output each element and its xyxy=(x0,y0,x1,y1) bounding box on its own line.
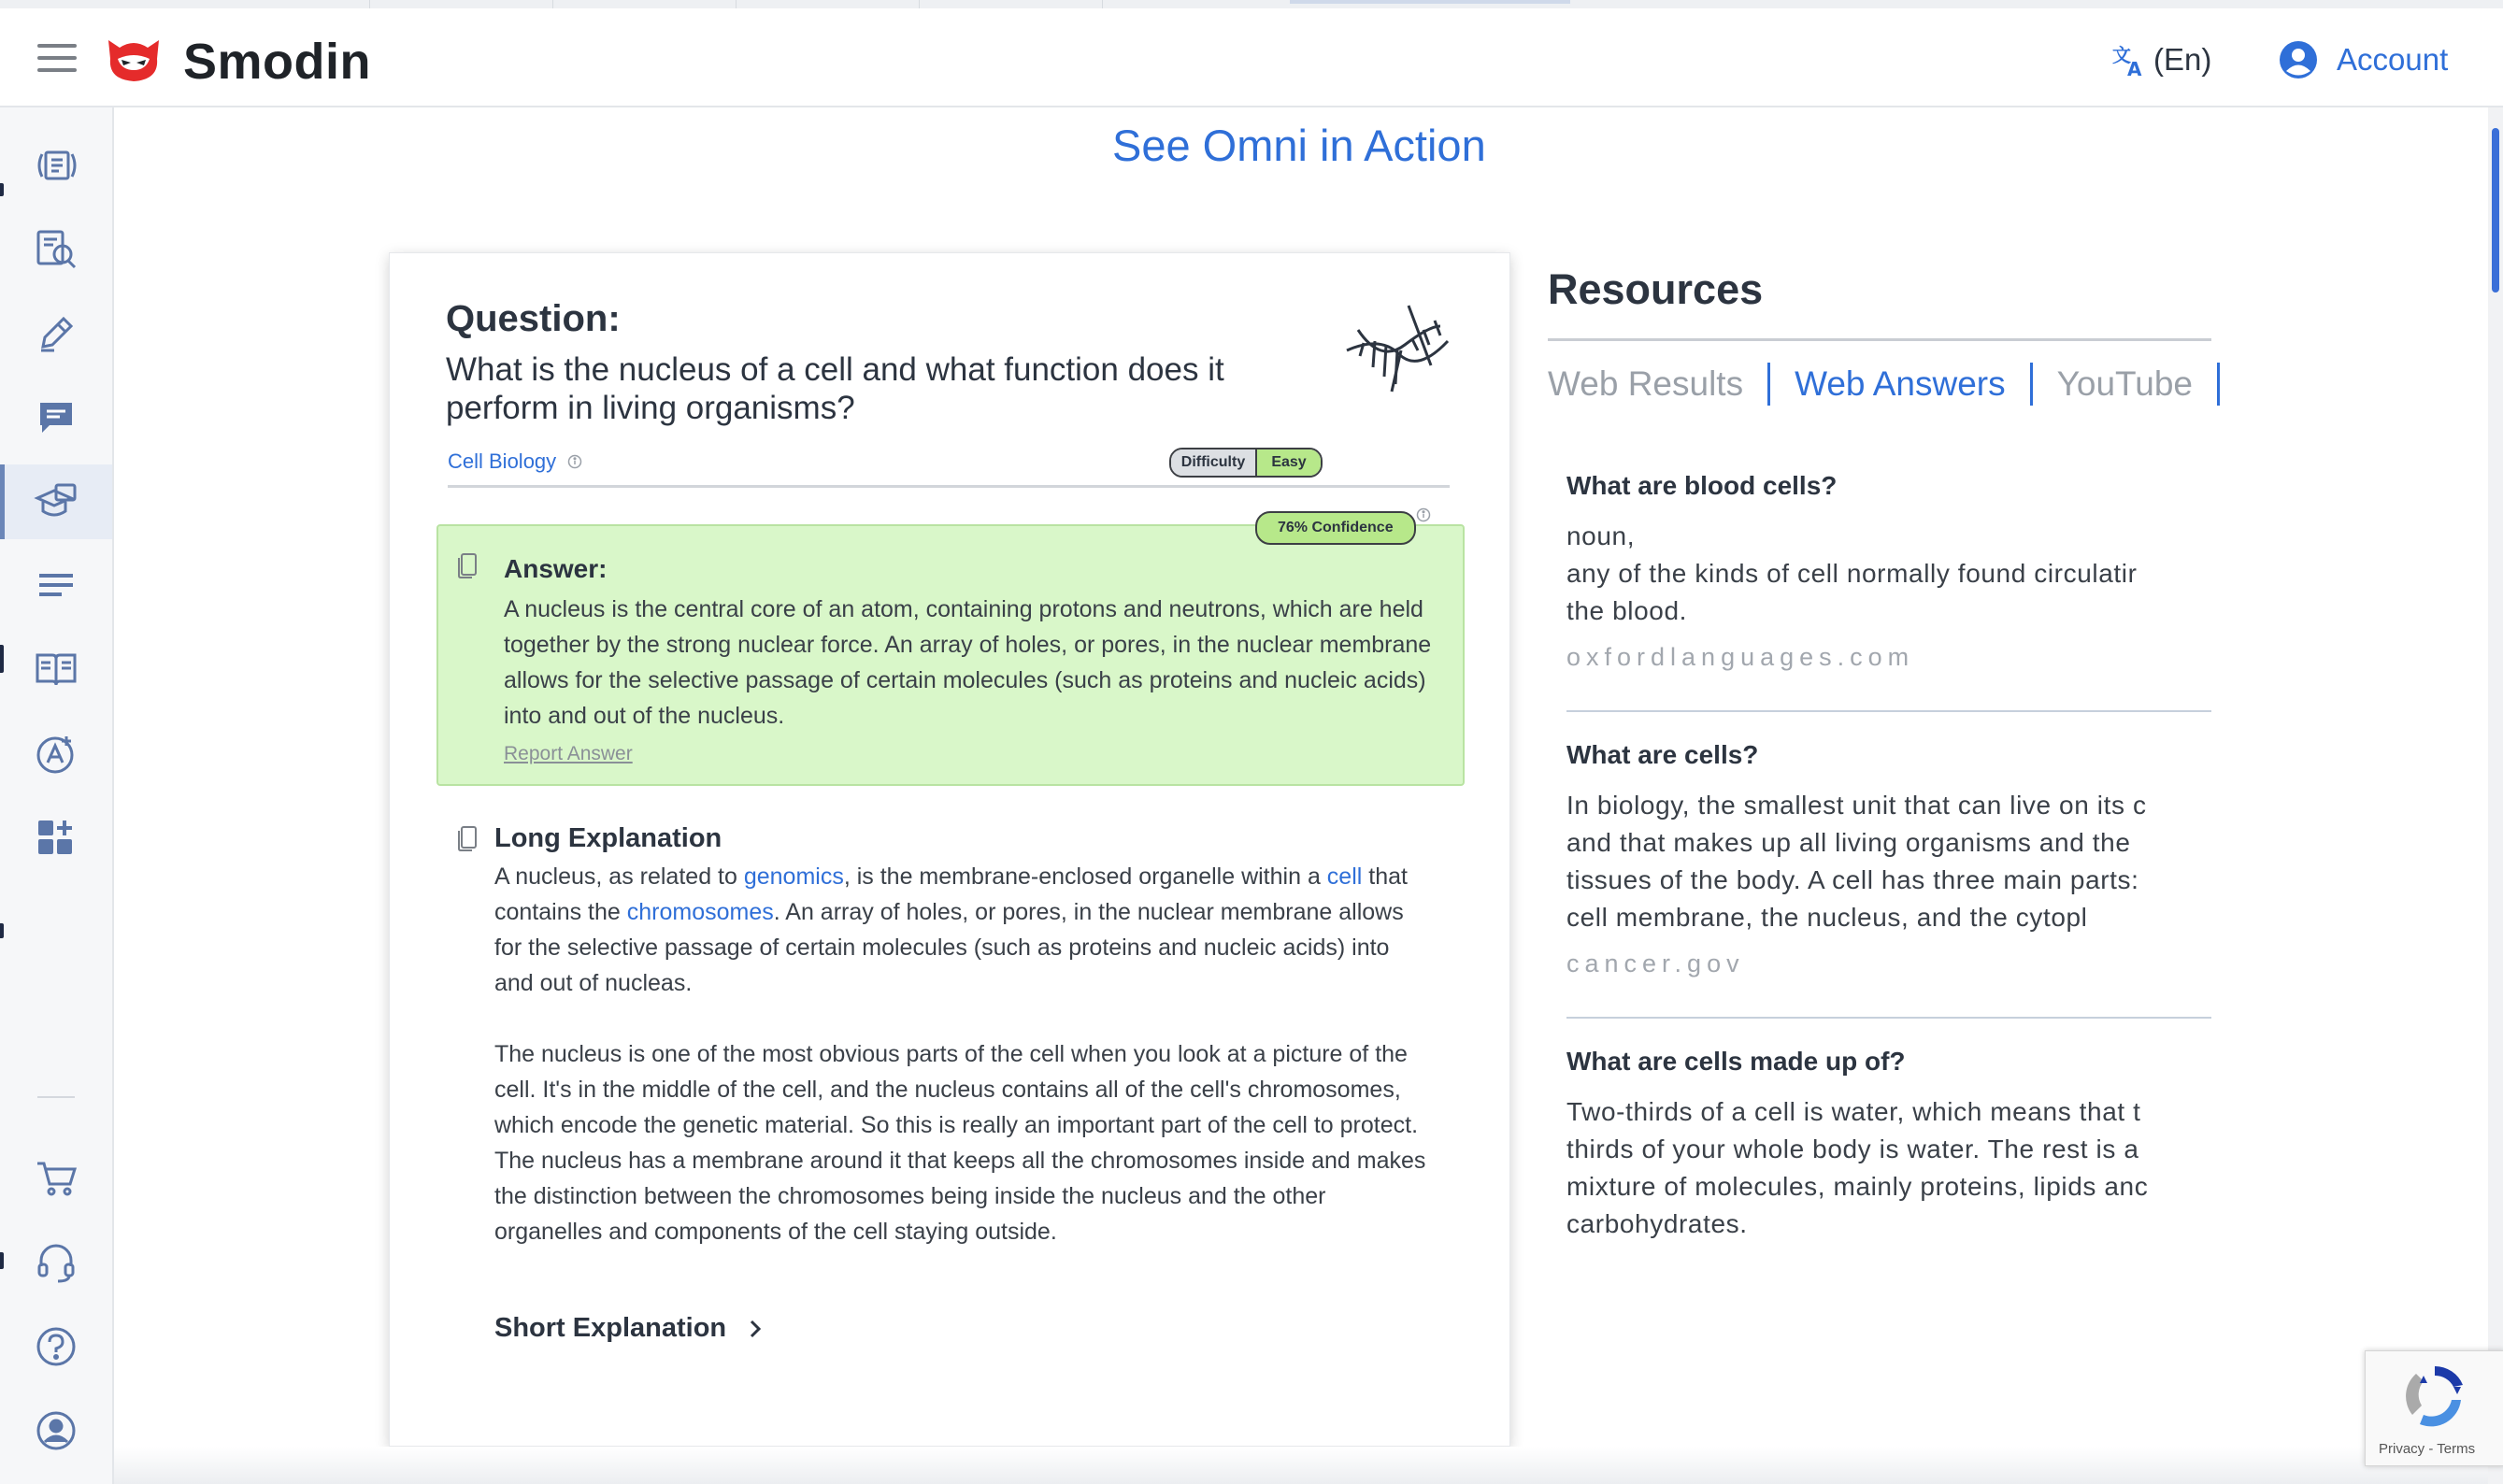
sidebar-item-reader[interactable] xyxy=(0,633,112,707)
writer-pencil-icon xyxy=(36,313,77,354)
translate-icon xyxy=(2110,41,2148,78)
sidebar-item-rewriter[interactable] xyxy=(0,128,112,203)
chromosomes-link[interactable]: chromosomes xyxy=(626,899,774,925)
answer-line: In biology, the smallest unit that can live on its c xyxy=(1566,791,2147,820)
sidebar-item-writer[interactable] xyxy=(0,296,112,371)
page-scrollbar[interactable] xyxy=(2488,107,2503,1484)
svg-text:A: A xyxy=(2127,58,2142,78)
answer-source-link[interactable]: oxfordlanguages.com xyxy=(1566,643,1915,671)
short-explanation-toggle[interactable] xyxy=(494,1313,762,1344)
top-bar xyxy=(0,8,2503,107)
page-headline: See Omni in Action xyxy=(1112,121,1486,170)
sidebar-item-grader[interactable] xyxy=(0,717,112,792)
tab-web-results[interactable]: Web Results xyxy=(1548,363,1770,406)
language-label: (En) xyxy=(2153,42,2212,77)
report-answer-link[interactable]: Report Answer xyxy=(504,743,633,764)
list-item xyxy=(1566,1047,2211,1243)
menu-icon[interactable] xyxy=(37,44,77,72)
question-divider xyxy=(448,485,1450,488)
info-icon[interactable] xyxy=(567,454,582,469)
sidebar-divider xyxy=(37,1096,75,1098)
account-button[interactable] xyxy=(2279,35,2448,85)
svg-text:文: 文 xyxy=(2112,44,2131,66)
browser-tab-strip xyxy=(0,0,2503,8)
question-text: What is the nucleus of a cell and what function does it perform in living organisms? xyxy=(446,351,1224,426)
rewriter-icon xyxy=(35,147,78,184)
smodin-logo-icon[interactable] xyxy=(103,31,164,87)
difficulty-label: Difficulty xyxy=(1171,449,1255,476)
question-label: Question: xyxy=(446,298,621,339)
answer-line: Two-thirds of a cell is water, which means that t xyxy=(1566,1097,2141,1126)
support-headset-icon xyxy=(36,1242,77,1283)
difficulty-badge xyxy=(1169,448,1323,478)
genomics-link[interactable]: genomics xyxy=(743,863,844,890)
answer-line: tissues of the body. A cell has three main parts: xyxy=(1566,865,2139,894)
confidence-badge: 76% Confidence xyxy=(1255,511,1416,545)
text-segment: , is the membrane-enclosed organelle within a xyxy=(843,863,1327,890)
resources-tabs xyxy=(1548,361,2220,407)
recaptcha-icon xyxy=(2397,1359,2472,1434)
text-segment: that contains the xyxy=(494,863,1408,925)
answer-box xyxy=(436,524,1465,786)
answer-line: noun, xyxy=(1566,521,1636,550)
answer-question[interactable]: What are cells? xyxy=(1566,740,1759,769)
account-icon xyxy=(2279,40,2318,79)
sidebar-item-homework[interactable] xyxy=(0,464,112,539)
scrollbar-thumb[interactable] xyxy=(2492,128,2499,293)
short-explanation-label: Short Explanation xyxy=(494,1313,727,1343)
answer-text: A nucleus is the central core of an atom, containing protons and neutrons, which are held together by the strong nuclear force. An array of holes, or pores, in the nuclear membrane allows for the selective passage of certain molecules (such as proteins and nucleic acids) into and out of the nucleus. xyxy=(504,596,1432,729)
recaptcha-badge[interactable] xyxy=(2365,1350,2503,1466)
answer-source-link[interactable]: cancer.gov xyxy=(1566,949,1745,977)
summarizer-icon xyxy=(36,572,77,600)
sidebar-item-support[interactable] xyxy=(0,1225,112,1300)
chat-icon xyxy=(36,399,76,436)
info-icon[interactable] xyxy=(1416,507,1431,522)
answer-line: carbohydrates. xyxy=(1566,1209,1748,1238)
copy-icon[interactable] xyxy=(457,552,478,578)
sidebar-item-profile[interactable] xyxy=(0,1393,112,1468)
answer-line: the blood. xyxy=(1566,596,1687,625)
help-icon xyxy=(36,1326,77,1367)
brand-name[interactable]: Smodin xyxy=(183,34,371,90)
user-profile-icon xyxy=(36,1410,77,1451)
account-label: Account xyxy=(2337,42,2449,77)
answer-label: Answer: xyxy=(504,554,608,583)
answer-line: and that makes up all living organisms and the xyxy=(1566,828,2131,857)
tab-youtube[interactable]: YouTube xyxy=(2033,363,2220,406)
answer-line: any of the kinds of cell normally found circulatir xyxy=(1566,559,2138,588)
sidebar xyxy=(0,107,114,1484)
resources-title: Resources xyxy=(1548,265,1764,313)
sidebar-item-plagiarism[interactable] xyxy=(0,212,112,287)
chevron-right-icon xyxy=(749,1319,762,1339)
long-explanation-paragraph: The nucleus is one of the most obvious parts of the cell when you look at a picture of the cell. It's in the middle of the cell, and the nucleus contains all of the cell's chromosomes, which encode the genetic material. So this is really an important part of the cell to protect. The nucleus has a membrane around it that keeps all the chromosomes inside and makes the distinction between the chromosomes being inside the nucleus and the other organelles and components of the cell staying outside. xyxy=(494,1041,1426,1245)
recaptcha-links[interactable]: Privacy - Terms xyxy=(2379,1441,2476,1457)
sidebar-item-chat[interactable] xyxy=(0,380,112,455)
book-reader-icon xyxy=(34,649,79,691)
copy-icon[interactable] xyxy=(457,825,478,851)
tab-web-answers[interactable]: Web Answers xyxy=(1770,363,2033,406)
answer-divider xyxy=(1566,710,2211,712)
topic-tag[interactable] xyxy=(448,449,582,474)
apps-grid-icon xyxy=(36,819,76,858)
answer-line: thirds of your whole body is water. The rest is a xyxy=(1566,1134,2139,1163)
text-segment: A nucleus, as related to xyxy=(494,863,744,890)
sidebar-item-help[interactable] xyxy=(0,1309,112,1384)
omni-answer-card xyxy=(389,252,1510,1447)
cell-link[interactable]: cell xyxy=(1326,863,1363,890)
answer-divider xyxy=(1566,1017,2211,1019)
answer-question[interactable]: What are blood cells? xyxy=(1566,471,1838,500)
sidebar-item-apps[interactable] xyxy=(0,801,112,876)
list-item xyxy=(1566,740,2211,978)
plagiarism-checker-icon xyxy=(35,228,78,271)
long-explanation-paragraph xyxy=(494,859,1429,1001)
topic-link[interactable]: Cell Biology xyxy=(448,449,557,473)
language-selector[interactable] xyxy=(2110,36,2211,83)
resources-divider xyxy=(1548,338,2211,341)
bottom-shadow xyxy=(114,1447,2488,1484)
cart-icon xyxy=(36,1160,77,1197)
answer-line: cell membrane, the nucleus, and the cytopl xyxy=(1566,903,2088,932)
difficulty-value: Easy xyxy=(1255,449,1321,476)
dna-icon xyxy=(1343,298,1452,395)
answer-question[interactable]: What are cells made up of? xyxy=(1566,1047,1906,1076)
answer-line: mixture of molecules, mainly proteins, lipids anc xyxy=(1566,1172,2149,1201)
grader-icon xyxy=(35,733,78,776)
list-item xyxy=(1566,471,2211,672)
sidebar-item-summarizer[interactable] xyxy=(0,549,112,623)
long-explanation-label: Long Explanation xyxy=(494,823,722,853)
text-segment: . An array of holes, or pores, in the nuclear membrane allows for the selective passage of certain molecules (such as proteins and nucleic acids) into and out of nucleas. xyxy=(494,899,1404,996)
sidebar-item-cart[interactable] xyxy=(0,1141,112,1216)
homework-solver-icon xyxy=(34,481,79,522)
